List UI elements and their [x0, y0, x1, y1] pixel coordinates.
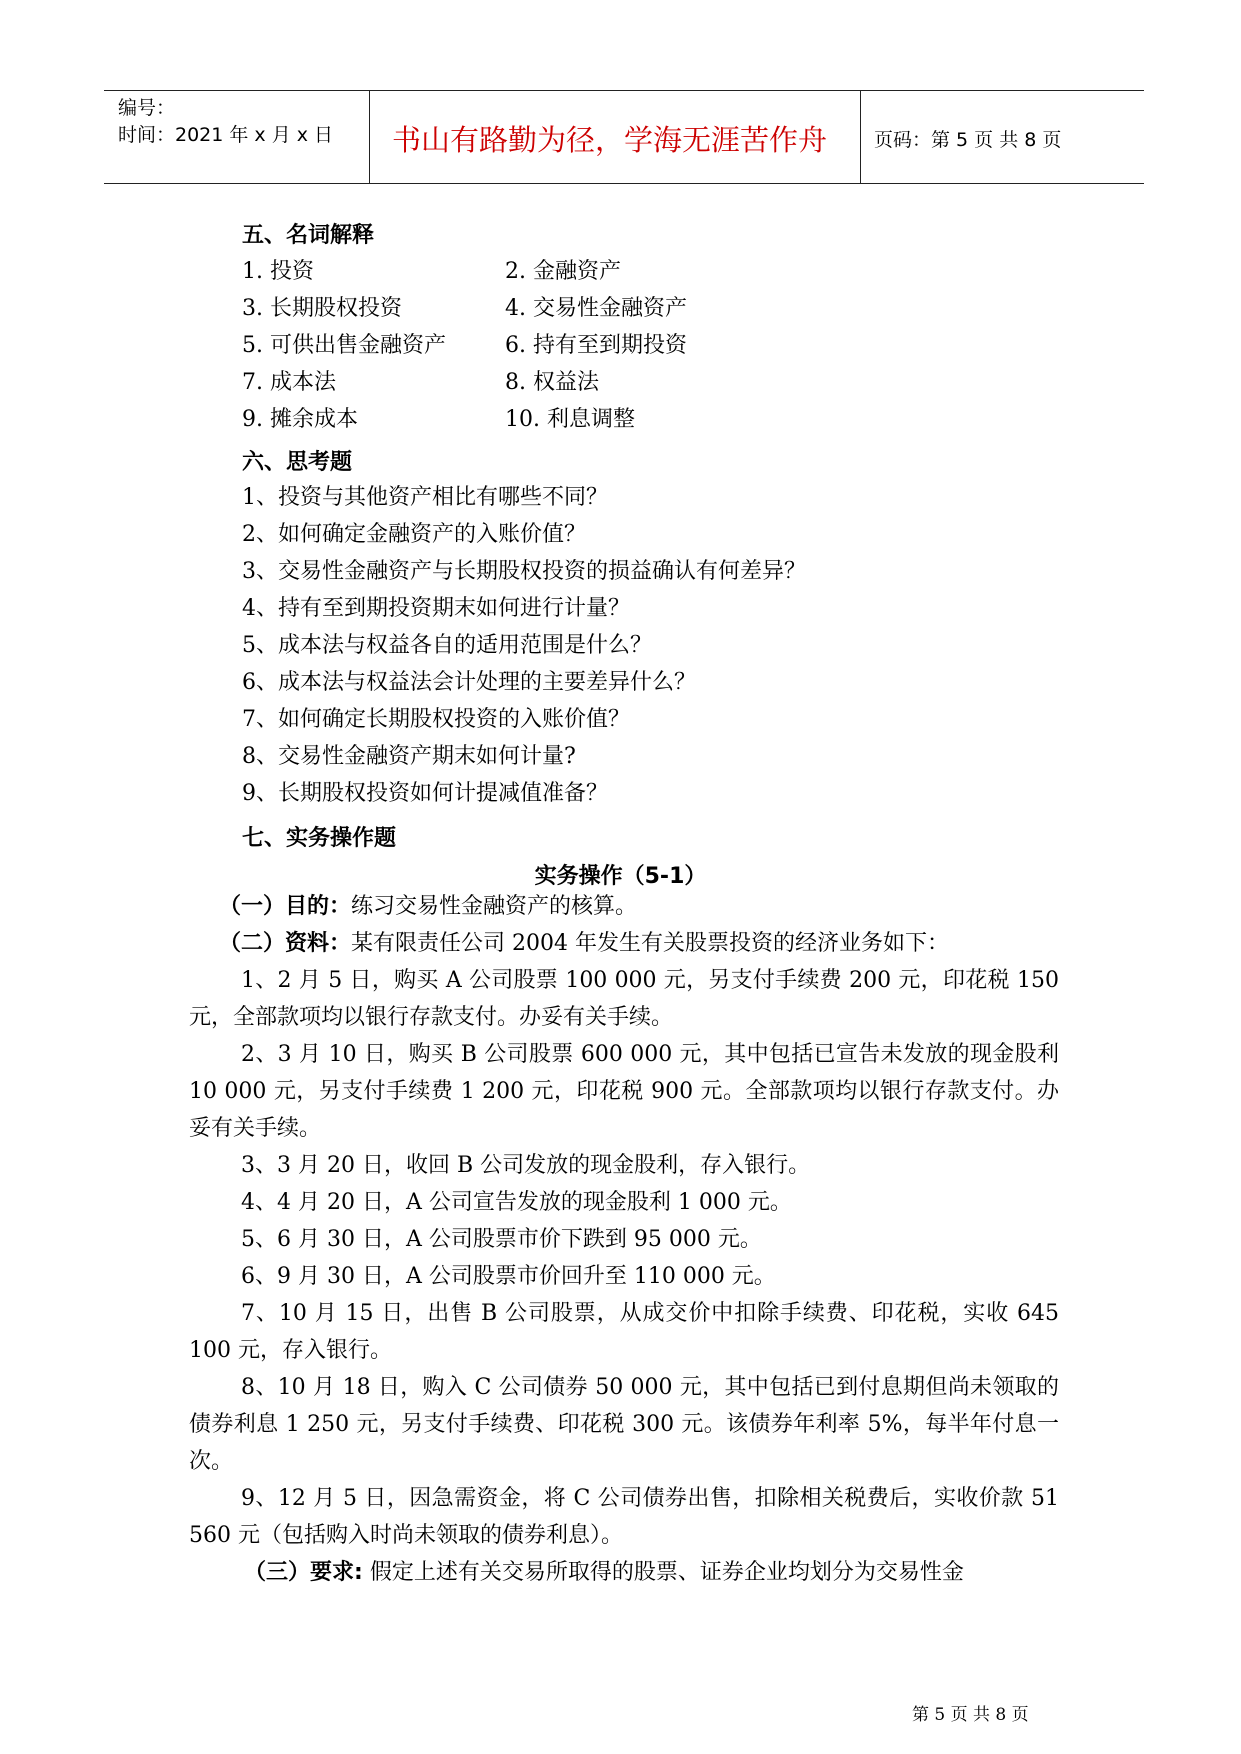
term-item: 1. 投资	[242, 259, 314, 284]
term-item: 2. 金融资产	[505, 259, 621, 284]
section6-title: 六、思考题	[242, 450, 353, 475]
transaction-item: 9、12 月 5 日，因急需资金，将 C 公司债券出售，扣除相关税费后，实收价款 51 560 元（包括购入时尚未领取的债券利息）。	[189, 1486, 1059, 1548]
exercise-subtitle: 实务操作（5-1）	[534, 864, 707, 889]
term-item: 3. 长期股权投资	[242, 296, 402, 321]
exercise-requirement: （三）要求: 假定上述有关交易所取得的股票、证券企业均划分为交易性金	[244, 1560, 964, 1585]
question-item: 5、成本法与权益各自的适用范围是什么？	[242, 633, 652, 658]
question-item: 9、长期股权投资如何计提减值准备？	[242, 781, 608, 806]
term-list-left	[242, 253, 446, 438]
term-item: 5. 可供出售金融资产	[242, 333, 446, 358]
term-item: 10. 利息调整	[505, 407, 635, 432]
term-item: 9. 摊余成本	[242, 407, 358, 432]
question-item: 3、交易性金融资产与长期股权投资的损益确认有何差异？	[242, 559, 806, 584]
purpose-label: （一）目的：	[219, 894, 352, 919]
requirement-label: （三）要求	[244, 1560, 355, 1585]
section7-title: 七、实务操作题	[242, 826, 397, 851]
transaction-item: 1、2 月 5 日，购买 A 公司股票 100 000 元，另支付手续费 200 元，印花税 150 元，全部款项均以银行存款支付。办妥有关手续。	[189, 968, 1059, 1030]
header-motto: 书山有路勤为径，学海无涯苦作舟	[392, 123, 828, 157]
term-item: 7. 成本法	[242, 370, 336, 395]
document-number-label: 编号：	[118, 97, 176, 119]
page-footer: 第 5 页 共 8 页	[912, 1705, 1029, 1725]
transaction-item: 3、3 月 20 日，收回 B 公司发放的现金股利，存入银行。	[241, 1153, 811, 1178]
transaction-item: 8、10 月 18 日，购入 C 公司债券 50 000 元，其中包括已到付息期但尚未领取的债券利息 1 250 元，另支付手续费、印花税 300 元。该债券年利率 5%，每半年付息一次。	[189, 1375, 1059, 1474]
requirement-text: 假定上述有关交易所取得的股票、证券企业均划分为交易性金	[369, 1560, 964, 1585]
term-item: 6. 持有至到期投资	[505, 333, 687, 358]
section5-title: 五、名词解释	[242, 223, 375, 248]
exercise-purpose	[189, 888, 1059, 925]
question-item: 4、持有至到期投资期末如何进行计量？	[242, 596, 630, 621]
question-item: 8、交易性金融资产期末如何计量?	[242, 744, 576, 769]
question-item: 7、如何确定长期股权投资的入账价值？	[242, 707, 630, 732]
question-item: 1、投资与其他资产相比有哪些不同？	[242, 485, 608, 510]
header-bottom-rule	[104, 183, 1144, 184]
material-text: 某有限责任公司 2004 年发生有关股票投资的经济业务如下：	[351, 931, 949, 956]
header-divider-right	[860, 90, 861, 183]
header-top-rule	[104, 90, 1144, 91]
term-item: 8. 权益法	[505, 370, 599, 395]
transaction-item: 5、6 月 30 日，A 公司股票市价下跌到 95 000 元。	[241, 1227, 762, 1252]
transaction-item: 7、10 月 15 日，出售 B 公司股票，从成交价中扣除手续费、印花税，实收 645 100 元，存入银行。	[189, 1301, 1059, 1363]
material-label: （二）资料：	[219, 931, 352, 956]
document-date: 时间：2021 年 x 月 x 日	[118, 124, 334, 146]
header-page-indicator: 页码：第 5 页 共 8 页	[874, 129, 1062, 151]
term-item: 4. 交易性金融资产	[505, 296, 687, 321]
term-list-right	[505, 253, 687, 438]
question-list	[242, 479, 806, 812]
header-divider-left	[369, 90, 370, 183]
question-item: 6、成本法与权益法会计处理的主要差异什么？	[242, 670, 696, 695]
transaction-item: 2、3 月 10 日，购买 B 公司股票 600 000 元，其中包括已宣告未发放的现金股利 10 000 元，另支付手续费 1 200 元，印花税 900 元。全部款项均以银行存款支付。办妥有关手续。	[189, 1042, 1059, 1141]
transaction-item: 4、4 月 20 日，A 公司宣告发放的现金股利 1 000 元。	[241, 1190, 792, 1215]
exercise-material	[189, 925, 1059, 962]
purpose-text: 练习交易性金融资产的核算。	[351, 894, 638, 919]
transaction-item: 6、9 月 30 日，A 公司股票市价回升至 110 000 元。	[241, 1264, 776, 1289]
question-item: 2、如何确定金融资产的入账价值？	[242, 522, 586, 547]
